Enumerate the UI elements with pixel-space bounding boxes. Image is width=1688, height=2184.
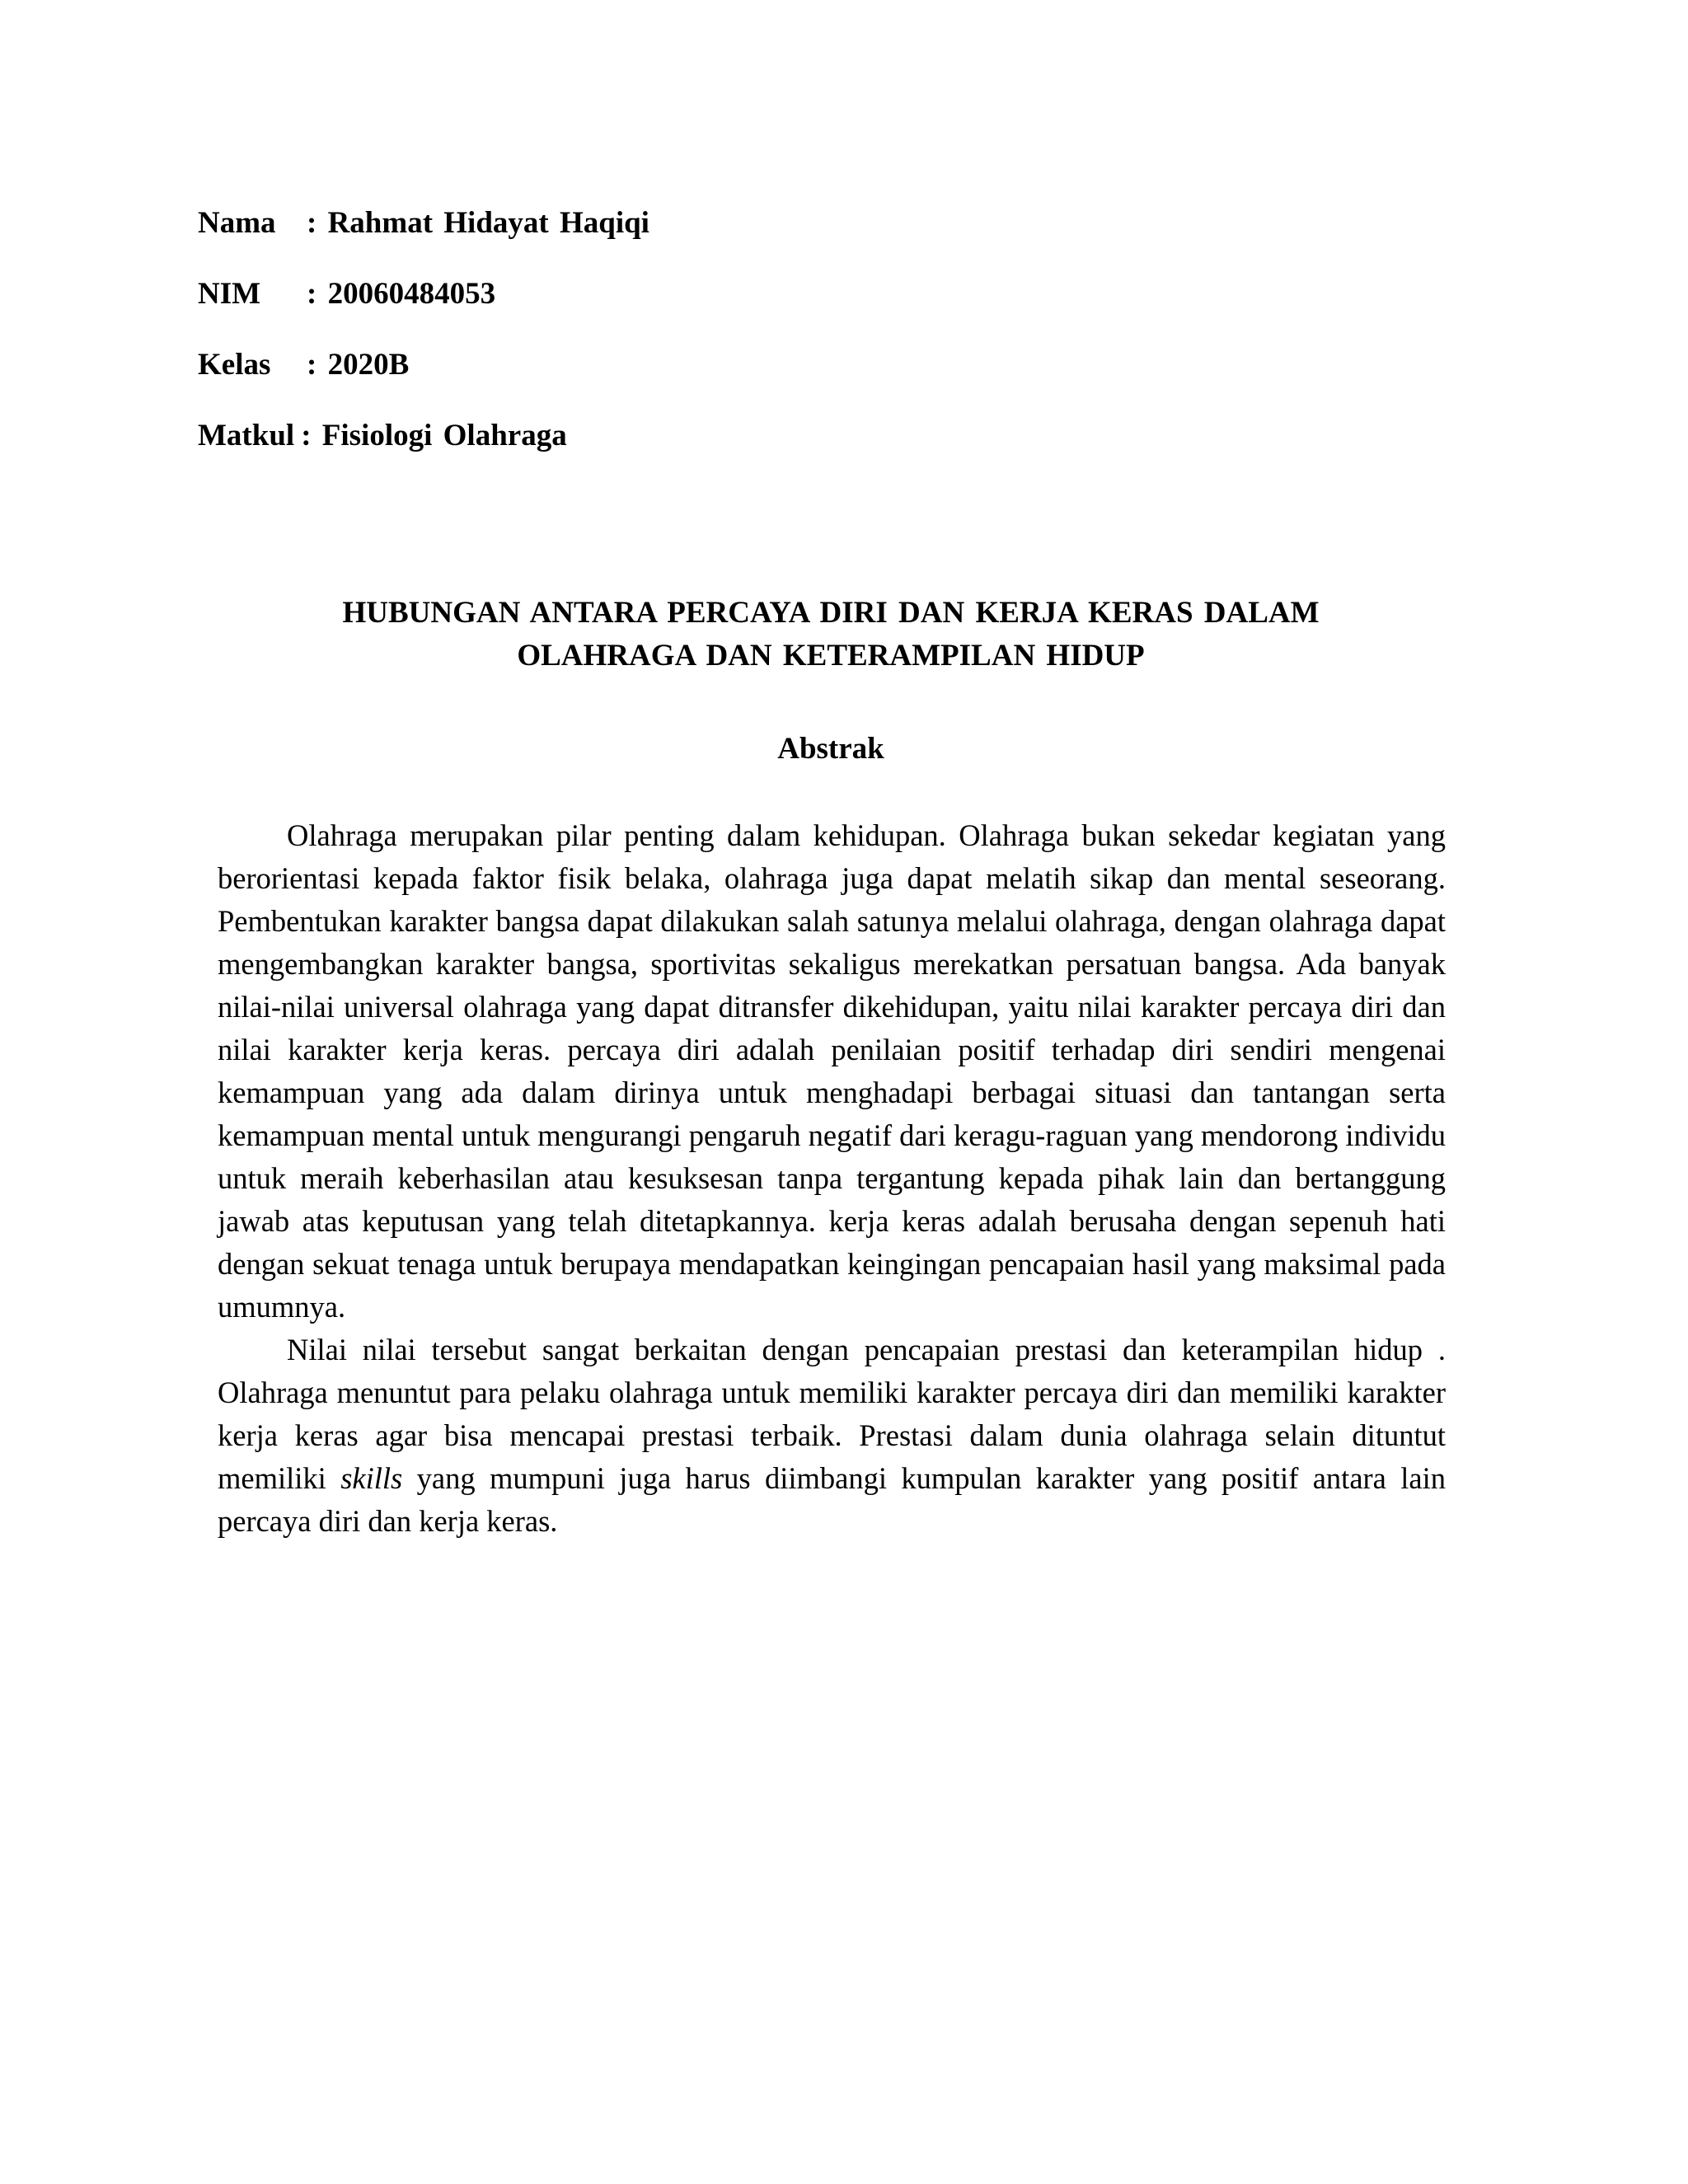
abstract-body bbox=[218, 814, 1446, 1543]
title-line-2: OLAHRAGA DAN KETERAMPILAN HIDUP bbox=[517, 639, 1145, 673]
matkul-value: : Fisiologi Olahraga bbox=[301, 419, 567, 452]
matkul-label: Matkul bbox=[198, 419, 295, 452]
nama-value: : Rahmat Hidayat Haqiqi bbox=[307, 206, 649, 240]
nama-label: Nama bbox=[198, 206, 276, 240]
kelas-value: : 2020B bbox=[307, 348, 410, 382]
title-line-1: HUBUNGAN ANTARA PERCAYA DIRI DAN KERJA KERAS DALAM bbox=[342, 596, 1320, 630]
nim-label: NIM bbox=[198, 277, 261, 311]
abstract-paragraph-2 bbox=[218, 1329, 1446, 1543]
paragraph-2-text-b: yang mumpuni juga harus diimbangi kumpulan karakter yang positif antara lain percaya diri dan kerja keras. bbox=[218, 1461, 1447, 1538]
kelas-row bbox=[198, 346, 649, 383]
student-info bbox=[198, 204, 649, 488]
nama-row bbox=[198, 204, 649, 241]
kelas-label: Kelas bbox=[198, 348, 271, 382]
abstract-paragraph-1: Olahraga merupakan pilar penting dalam kehidupan. Olahraga bukan sekedar kegiatan yang berorientasi kepada faktor fisik belaka, olahraga juga dapat melatih sikap dan mental seseorang. Pembentukan karakter bangsa dapat dilakukan salah satunya melalui olahraga, dengan olahraga dapat mengembangkan karakter bangsa, sportivitas sekaligus merekatkan persatuan bangsa. Ada banyak nilai-nilai universal olahraga yang dapat ditransfer dikehidupan, yaitu nilai karakter percaya diri dan nilai karakter kerja keras. percaya diri adalah penilaian positif terhadap diri sendiri mengenai kemampuan yang ada dalam dirinya untuk menghadapi berbagai situasi dan tantangan serta kemampuan mental untuk mengurangi pengaruh negatif dari keragu-raguan yang mendorong individu untuk meraih keberhasilan atau kesuksesan tanpa tergantung kepada pihak lain dan bertanggung jawab atas keputusan yang telah ditetapkannya. kerja keras adalah berusaha dengan sepenuh hati dengan sekuat tenaga untuk berupaya mendapatkan keingingan pencapaian hasil yang maksimal pada umumnya. bbox=[218, 818, 1446, 1324]
matkul-row bbox=[198, 417, 649, 454]
abstract-heading: Abstrak bbox=[777, 732, 884, 766]
paragraph-2-italic-skills: skills bbox=[340, 1461, 403, 1495]
nim-value: : 20060484053 bbox=[307, 277, 496, 311]
paragraph-2-text-a: Nilai nilai tersebut sangat berkaitan dengan pencapaian prestasi dan keterampilan hidup . Olahraga menuntut para pelaku olahraga untuk memiliki karakter percaya diri dan memiliki karakter kerja keras agar bisa mencapai prestasi terbaik. Prestasi dalam dunia olahraga selain dituntut memiliki bbox=[218, 1333, 1446, 1495]
nim-row bbox=[198, 275, 649, 312]
paper-title bbox=[198, 592, 1464, 677]
